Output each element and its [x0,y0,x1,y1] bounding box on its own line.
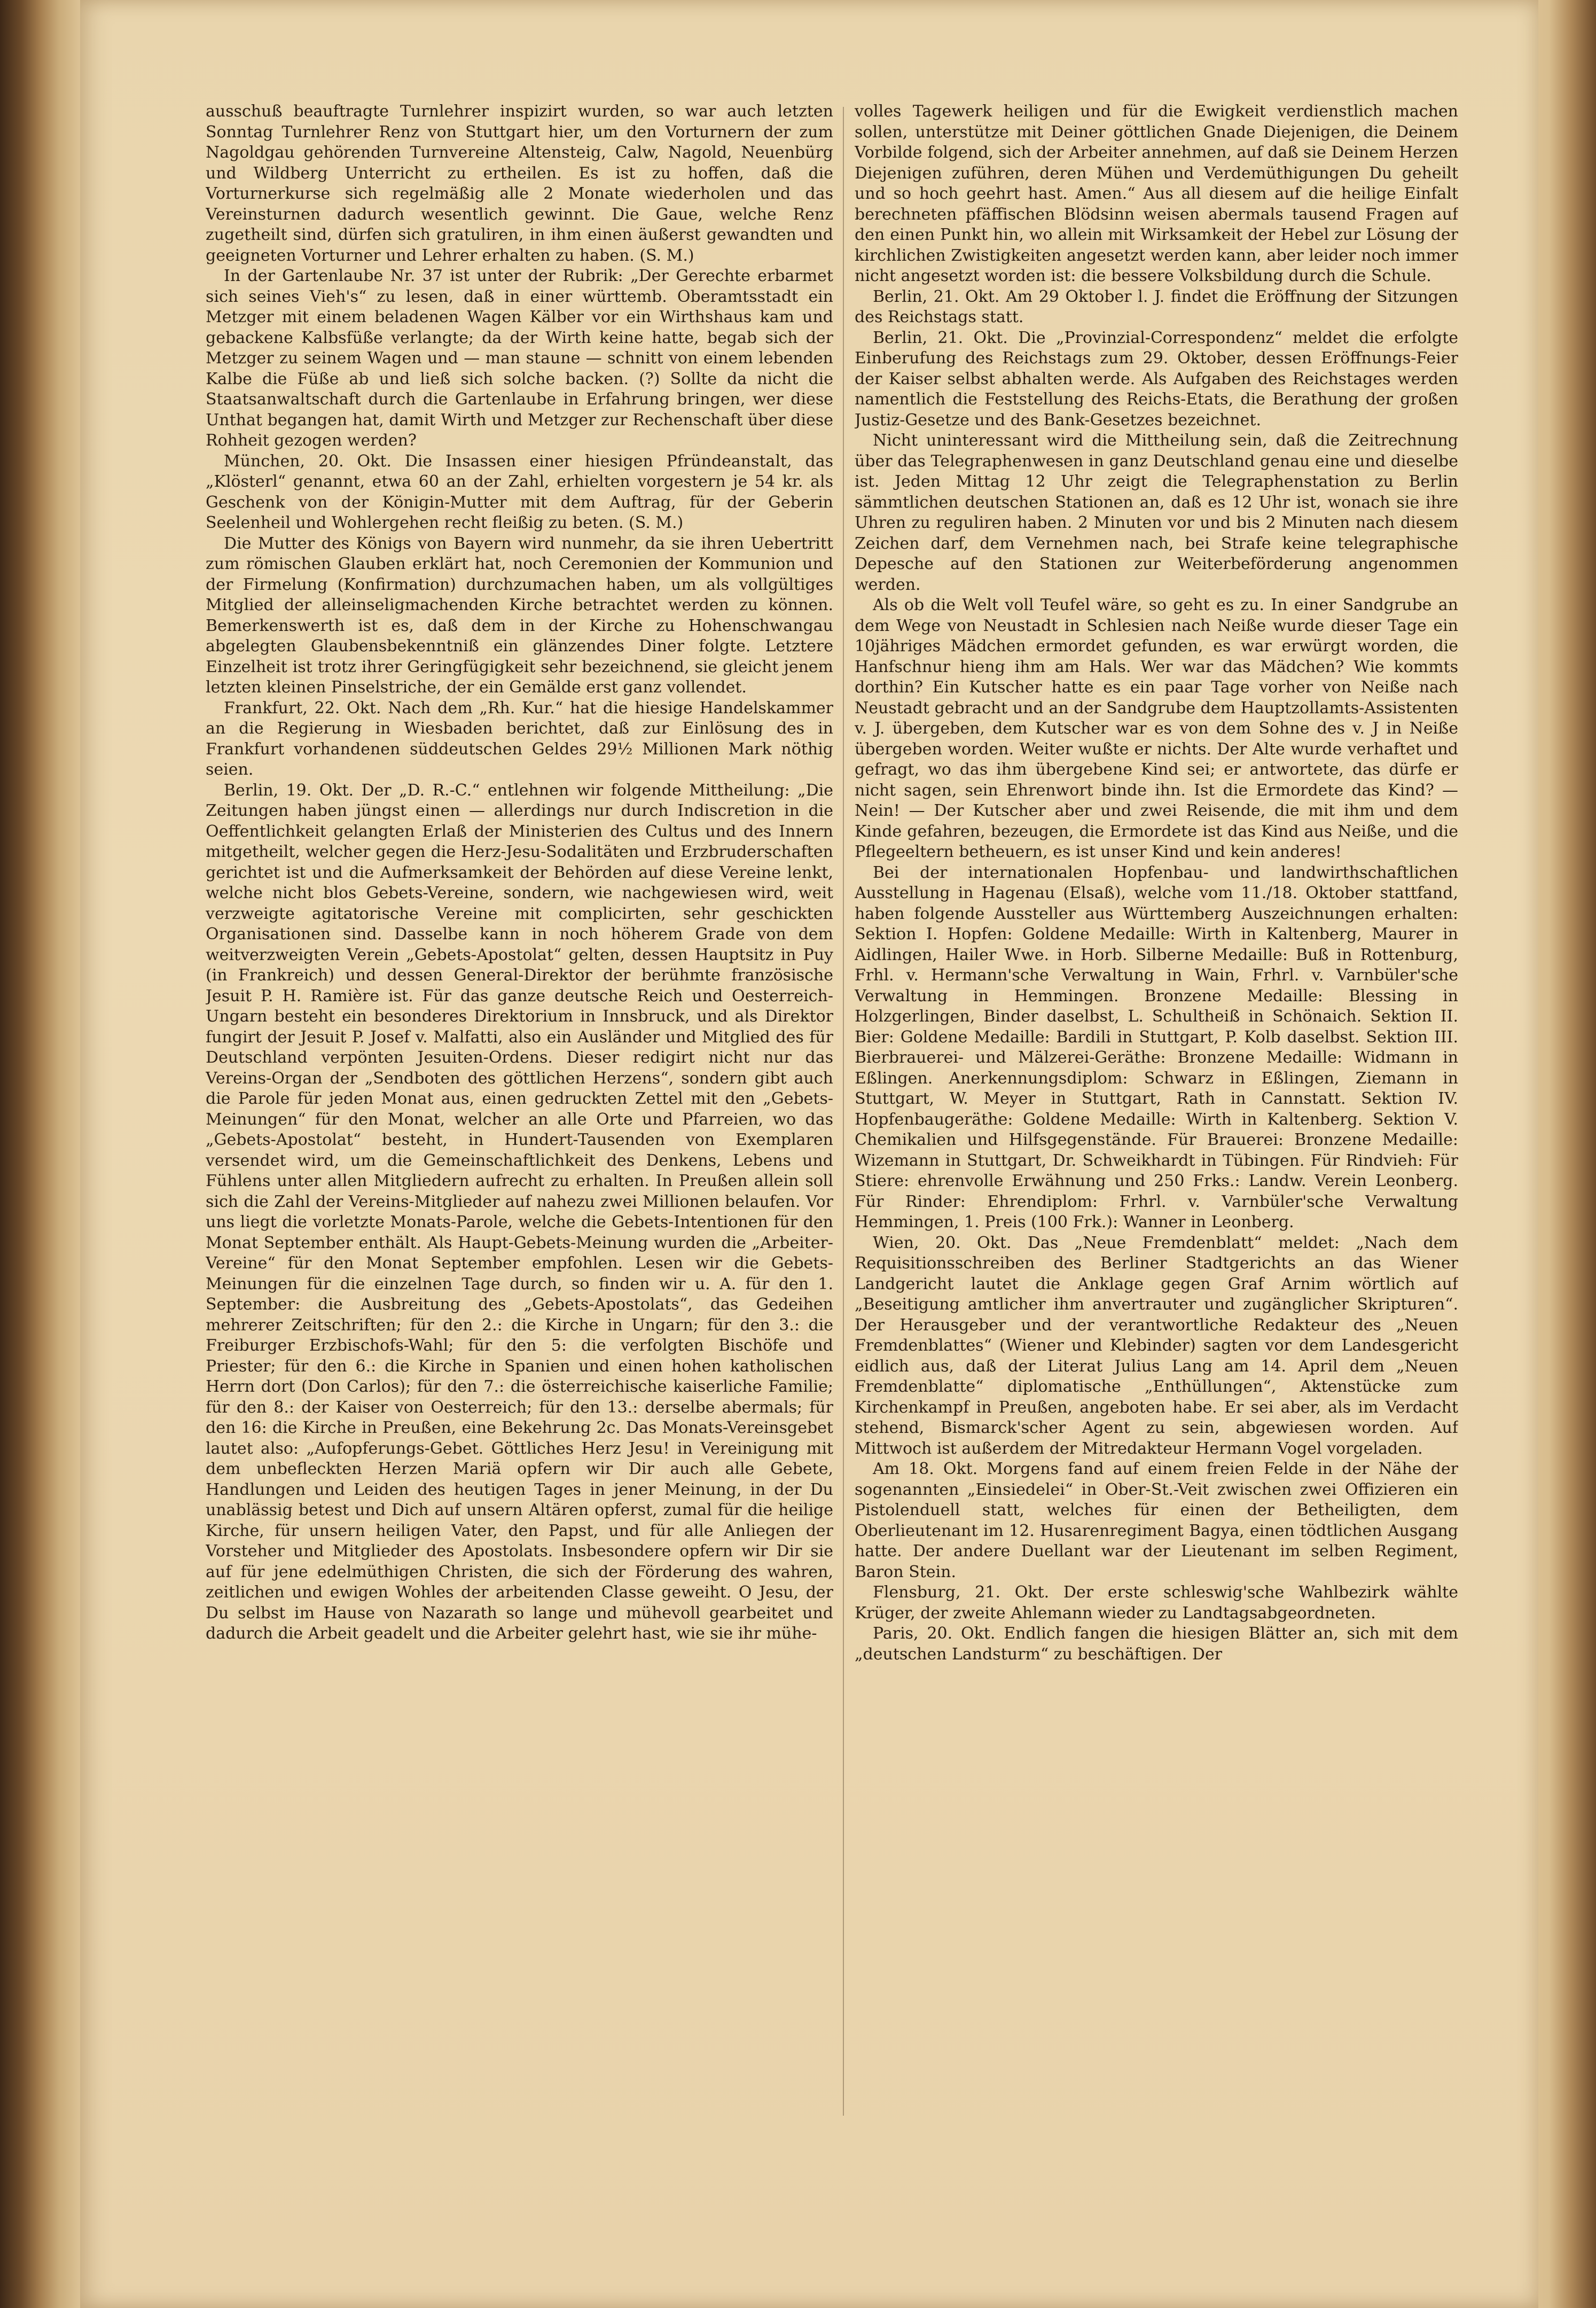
paragraph: Nicht uninteressant wird die Mittheilung sein, daß die Zeitrechnung über das Telegraphenwesen in ganz Deutschland genau eine und dieselbe ist. Jeden Mittag 12 Uhr zeigt die Telegraphenstation zu Berlin sämmtlichen deutschen Stationen an, daß es 12 Uhr ist, wonach sie ihre Uhren zu reguliren haben. 2 Minuten vor und bis 2 Minuten nach diesem Zeichen darf, dem Vernehmen nach, bei Strafe keine telegraphische Depesche auf den Stationen zur Weiterbeförderung angenommen werden. [855,431,1458,594]
paragraph: Am 18. Okt. Morgens fand auf einem freien Felde in der Nähe der sogenannten „Einsiedelei“ in Ober-St.-Veit zwischen zwei Offizieren ein Pistolenduell statt, welches für einen der Betheiligten, dem Oberlieutenant im 12. Husarenregiment Bagya, einen tödtlichen Ausgang hatte. Der andere Duellant war der Lieutenant im selben Regiment, Baron Stein. [855,1460,1458,1581]
paragraph: Berlin, 21. Okt. Am 29 Oktober l. J. findet die Eröffnung der Sitzungen des Reichstags statt. [855,287,1458,326]
paragraph: Berlin, 19. Okt. Der „D. R.-C.“ entlehnen wir folgende Mittheilung: „Die Zeitungen haben jüngst einen — allerdings nur durch Indiscretion in die Oeffentlichkeit gelangten Erlaß der Ministerien des Cultus und des Innern mitgetheilt, welcher gegen die Herz-Jesu-Sodalitäten und Erzbruderschaften gerichtet ist und die Aufmerksamkeit der Behörden auf diese Vereine lenkt, welche nicht blos Gebets-Vereine, sondern, wie nachgewiesen wird, weit verzweigte agitatorische Vereine mit complicirten, sehr geschickten Organisationen sind. Dasselbe kann in noch höherem Grade von dem weitverzweigten Verein „Gebets-Apostolat“ gelten, dessen Hauptsitz in Puy (in Frankreich) und dessen General-Direktor der berühmte französische Jesuit P. H. Ramière ist. Für das ganze deutsche Reich und Oesterreich-Ungarn besteht ein besonderes Direktorium in Innsbruck, und als Direktor fungirt der Jesuit P. Josef v. Malfatti, also ein Ausländer und Mitglied des für Deutschland verpönten Jesuiten-Ordens. Dieser redigirt nicht nur das Vereins-Organ der „Sendboten des göttlichen Herzens“, sondern gibt auch die Parole für jeden Monat aus, einen gedruckten Zettel mit den „Gebets-Meinungen“ für den Monat, welcher an alle Orte und Pfarreien, wo das „Gebets-Apostolat“ besteht, in Hundert-Tausenden von Exemplaren versendet wird, um die Gemeinschaftlichkeit des Denkens, Lebens und Fühlens unter allen Mitgliedern aufrecht zu erhalten. In Preußen allein soll sich die Zahl der Vereins-Mitglieder auf nahezu zwei Millionen belaufen. Vor uns liegt die vorletzte Monats-Parole, welche die Gebets-Intentionen für den Monat September enthält. Als Haupt-Gebets-Meinung wurden die „Arbeiter-Vereine“ für den Monat September empfohlen. Lesen wir die Gebets-Meinungen für die einzelnen Tage durch, so finden wir u. A. für den 1. September: die Ausbreitung des „Gebets-Apostolats“, das Gedeihen mehrerer Zeitschriften; für den 2.: die Kirche in Ungarn; für den 3.: die Freiburger Erzbischofs-Wahl; für den 5: die verfolgten Bischöfe und Priester; für den 6.: die Kirche in Spanien und einen hohen katholischen Herrn dort (Don Carlos); für den 7.: die österreichische kaiserliche Familie; für den 8.: der Kaiser von Oesterreich; für den 13.: derselbe abermals; für den 16: die Kirche in Preußen, eine Bekehrung 2c. Das Monats-Vereinsgebet lautet also: „Aufopferungs-Gebet. Göttliches Herz Jesu! in Vereinigung mit dem unbefleckten Herzen Mariä opfern wir Dir auch alle Gebete, Handlungen und Leiden des heutigen Tages in jener Meinung, in der Du unablässig betest und Dich auf unsern Altären opferst, zumal für die heilige Kirche, für unsern heiligen Vater, den Papst, und für alle Anliegen der Vorsteher und Mitglieder des Apostolats. Insbesondere opfern wir Dir sie auf für jene edelmüthigen Christen, die sich der Förderung des wahren, zeitlichen und ewigen Wohles der arbeitenden Classe geweiht. O Jesu, der Du selbst im Hause von Nazarath so lange und mühevoll gearbeitet und dadurch die Arbeit geadelt und die Arbeiter gelehrt hast, wie sie ihr mühe- [206,781,833,1643]
paragraph: ausschuß beauftragte Turnlehrer inspizirt wurden, so war auch letzten Sonntag Turnlehrer Renz von Stuttgart hier, um den Vorturnern der zum Nagoldgau gehörenden Turnvereine Altensteig, Calw, Nagold, Neuenbürg und Wildberg Unterricht zu ertheilen. Es ist zu hoffen, daß die Vorturnerkurse sich regelmäßig alle 2 Monate wiederholen und das Vereinsturnen dadurch wesentlich gewinnt. Die Gaue, welche Renz zugetheilt sind, dürfen sich gratuliren, in ihm einen äußerst gewandten und geeigneten Vorturner und Lehrer erhalten zu haben. (S. M.) [206,102,833,265]
paragraph: Frankfurt, 22. Okt. Nach dem „Rh. Kur.“ hat die hiesige Handelskammer an die Regierung in Wiesbaden berichtet, daß zur Einlösung des in Frankfurt vorhandenen süddeutschen Geldes 29½ Millionen Mark nöthig seien. [206,698,833,779]
paragraph: Paris, 20. Okt. Endlich fangen die hiesigen Blätter an, sich mit dem „deutschen Landsturm“ zu beschäftigen. Der [855,1624,1458,1664]
paragraph: München, 20. Okt. Die Insassen einer hiesigen Pfründeanstalt, das „Klösterl“ genannt, etwa 60 an der Zahl, erhielten vorgestern je 54 kr. als Geschenk von der Königin-Mutter mit dem Auftrag, für der Geberin Seelenheil und Wohlergehen recht fleißig zu beten. (S. M.) [206,451,833,532]
paragraph: Berlin, 21. Okt. Die „Provinzial-Correspondenz“ meldet die erfolgte Einberufung des Reichstags zum 29. Oktober, dessen Eröffnungs-Feier der Kaiser selbst abhalten werde. Als Aufgaben des Reichstages werden namentlich die Feststellung des Reichs-Etats, die Berathung der großen Justiz-Gesetze und des Bank-Gesetzes bezeichnet. [855,328,1458,430]
left-column [206,102,833,2228]
paragraph: Flensburg, 21. Okt. Der erste schleswig'sche Wahlbezirk wählte Krüger, der zweite Ahlemann wieder zu Landtagsabgeordneten. [855,1583,1458,1623]
paragraph: Bei der internationalen Hopfenbau- und landwirthschaftlichen Ausstellung in Hagenau (Elsaß), welche vom 11./18. Oktober stattfand, haben folgende Aussteller aus Württemberg Auszeichnungen erhalten: Sektion I. Hopfen: Goldene Medaille: Wirth in Kaltenberg, Maurer in Aidlingen, Hailer Wwe. in Horb. Silberne Medaille: Buß in Rottenburg, Frhl. v. Hermann'sche Verwaltung in Wain, Frhrl. v. Varnbüler'sche Verwaltung in Hemmingen. Bronzene Medaille: Blessing in Holzgerlingen, Binder daselbst, L. Schultheiß in Schönaich. Sektion II. Bier: Goldene Medaille: Bardili in Stuttgart, P. Kolb daselbst. Sektion III. Bierbrauerei- und Mälzerei-Geräthe: Bronzene Medaille: Widmann in Eßlingen. Anerkennungsdiplom: Schwarz in Eßlingen, Ziemann in Stuttgart, W. Meyer in Stuttgart, Rath in Cannstatt. Sektion IV. Hopfenbaugeräthe: Goldene Medaille: Wirth in Kaltenberg. Sektion V. Chemikalien und Hilfsgegenstände. Für Brauerei: Bronzene Medaille: Wizemann in Stuttgart, Dr. Schweikhardt in Tübingen. Für Rindvieh: Für Stiere: ehrenvolle Erwähnung und 250 Frks.: Landw. Verein Leonberg. Für Rinder: Ehrendiplom: Frhrl. v. Varnbüler'sche Verwaltung Hemmingen, 1. Preis (100 Frk.): Wanner in Leonberg. [855,863,1458,1231]
column-rule [843,107,844,2116]
paragraph: Die Mutter des Königs von Bayern wird nunmehr, da sie ihren Uebertritt zum römischen Glauben erklärt hat, noch Ceremonien der Kommunion und der Firmelung (Konfirmation) durchzumachen haben, um als vollgültiges Mitglied der alleinseligmachenden Kirche betrachtet werden zu können. Bemerkenswerth ist es, daß dem in der Kirche zu Hohenschwangau abgelegten Glaubensbekenntniß ein glänzendes Diner folgte. Letztere Einzelheit ist trotz ihrer Geringfügigkeit sehr bezeichnend, sie gleicht jenem letzten kleinen Pinselstriche, der ein Gemälde erst ganz vollendet. [206,534,833,697]
paragraph: volles Tagewerk heiligen und für die Ewigkeit verdienstlich machen sollen, unterstütze mit Deiner göttlichen Gnade Diejenigen, die Deinem Vorbilde folgend, sich der Arbeiter annehmen, auf daß sie Deinem Herzen Diejenigen zuführen, deren Mühen und Verdemüthigungen Du geheilt und so hoch geehrt hast. Amen.“ Aus all diesem auf die heilige Einfalt berechneten pfäffischen Blödsinn weisen abermals tausend Fragen auf den einen Punkt hin, wo allein mit Wirksamkeit der Hebel zur Lösung der kirchlichen Zwistigkeiten angesetzt werden kann, aber leider noch immer nicht angesetzt worden ist: die bessere Volksbildung durch die Schule. [855,102,1458,285]
paragraph: Als ob die Welt voll Teufel wäre, so geht es zu. In einer Sandgrube an dem Wege von Neustadt in Schlesien nach Neiße wurde dieser Tage ein 10jähriges Mädchen ermordet gefunden, es war erwürgt worden, die Hanfschnur hieng ihm am Hals. Wer war das Mädchen? Wie kommts dorthin? Ein Kutscher hatte es ein paar Tage vorher von Neiße nach Neustadt gebracht und an der Sandgrube dem Hauptzollamts-Assistenten v. J. übergeben, dem Kutscher war es von dem Sohne des v. J in Neiße übergeben worden. Weiter wußte er nichts. Der Alte wurde verhaftet und gefragt, wo das ihm übergebene Kind sei; er antwortete, das dürfe er nicht sagen, sein Ehrenwort binde ihn. Ist die Ermordete das Kind? — Nein! — Der Kutscher aber und zwei Reisende, die mit ihm und dem Kinde gefahren, bezeugen, die Ermordete ist das Kind aus Neiße, und die Pflegeeltern betheuern, es ist unser Kind und kein anderes! [855,596,1458,861]
right-column [855,102,1458,2228]
paragraph: Wien, 20. Okt. Das „Neue Fremdenblatt“ meldet: „Nach dem Requisitionsschreiben des Berliner Stadtgerichts an das Wiener Landgericht lautet die Anklage gegen Graf Arnim wörtlich auf „Beseitigung amtlicher ihm anvertrauter und zugänglicher Skripturen“. Der Herausgeber und der verantwortliche Redakteur des „Neuen Fremdenblattes“ (Wiener und Klebinder) sagten vor dem Landesgericht eidlich aus, daß der Literat Julius Lang am 14. April dem „Neuen Fremdenblatte“ diplomatische „Enthüllungen“, Aktenstücke zum Kirchenkampf in Preußen, angeboten habe. Er sei aber, als im Verdacht stehend, Bismarck'scher Agent zu sein, abgewiesen worden. Auf Mittwoch ist außerdem der Mitredakteur Hermann Vogel vorgeladen. [855,1233,1458,1458]
paragraph: In der Gartenlaube Nr. 37 ist unter der Rubrik: „Der Gerechte erbarmet sich seines Vieh's“ zu lesen, daß in einer württemb. Oberamtsstadt ein Metzger mit einem beladenen Wagen Kälber vor ein Wirthshaus kam und gebackene Kalbsfüße verlangte; da der Wirth keine hatte, begab sich der Metzger zu seinem Wagen und — man staune — schnitt von einem lebenden Kalbe die Füße ab und ließ sich solche backen. (?) Sollte da nicht die Staatsanwaltschaft durch die Gartenlaube in Erfahrung bringen, wer diese Unthat begangen hat, damit Wirth und Metzger zur Rechenschaft über diese Rohheit gezogen werden? [206,267,833,450]
